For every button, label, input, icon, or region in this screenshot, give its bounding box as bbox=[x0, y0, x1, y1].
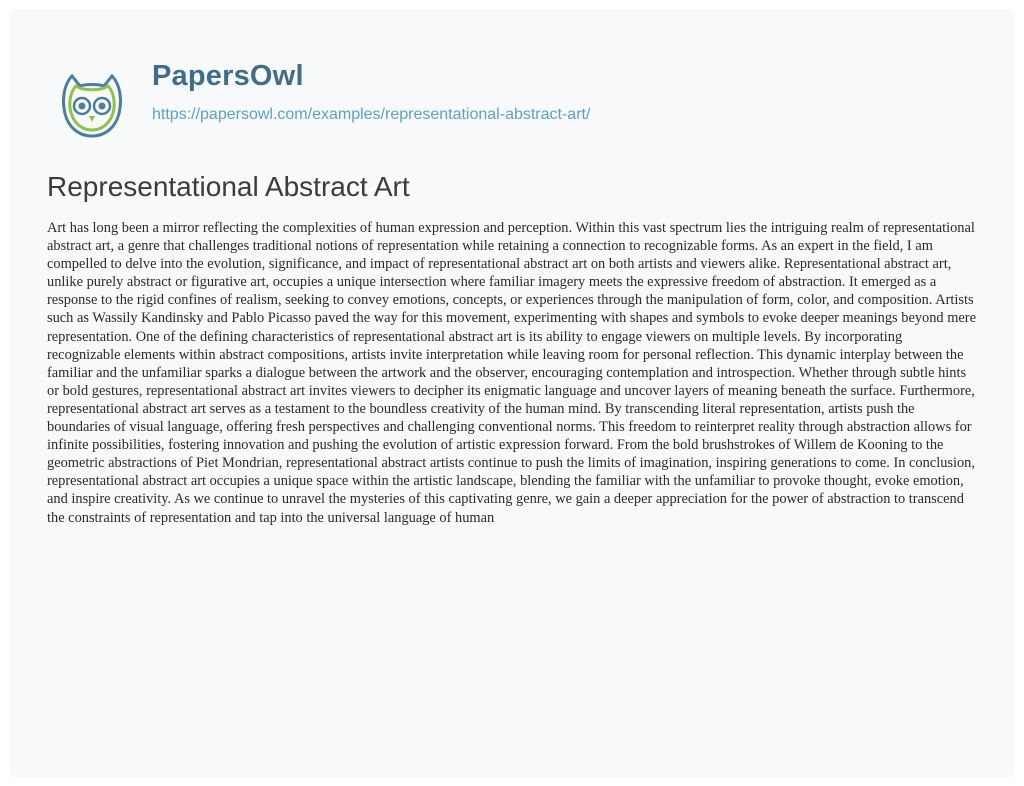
owl-logo-icon bbox=[50, 68, 135, 140]
brand-name[interactable]: PapersOwl bbox=[152, 60, 304, 92]
article-body: Art has long been a mirror reflecting the complexities of human expression and perception. Within this vast spectrum lies the intriguing realm of representational abstract art, a genre that challenges traditional notions of representation while retaining a connection to recognizable forms. As an expert in the field, I am compelled to delve into the evolution, significance, and impact of representational abstract art on both artists and viewers alike. Representational abstract art, unlike purely abstract or figurative art, occupies a unique intersection where familiar imagery meets the expressive freedom of abstraction. It emerged as a response to the rigid confines of realism, seeking to convey emotions, concepts, or experiences through the manipulation of form, color, and composition. Artists such as Wassily Kandinsky and Pablo Picasso paved the way for this movement, experimenting with shapes and symbols to evoke deeper meanings beyond mere representation. One of the defining characteristics of representational abstract art is its ability to engage viewers on multiple levels. By incorporating recognizable elements within abstract compositions, artists invite interpretation while leaving room for personal reflection. This dynamic interplay between the familiar and the unfamiliar sparks a dialogue between the artwork and the observer, encouraging contemplation and introspection. Whether through subtle hints or bold gestures, representational abstract art invites viewers to decipher its enigmatic language and uncover layers of meaning beneath the surface. Furthermore, representational abstract art serves as a testament to the boundless creativity of the human mind. By transcending literal representation, artists push the boundaries of visual language, offering fresh perspectives and challenging conventional norms. This freedom to reinterpret reality through abstraction allows for infinite possibilities, fostering innovation and pushing the evolution of artistic expression forward. From the bold brushstrokes of Willem de Kooning to the geometric abstractions of Piet Mondrian, representational abstract artists continue to push the limits of imagination, inspiring generations to come. In conclusion, representational abstract art occupies a unique space within the artistic landscape, blending the familiar with the unfamiliar to provoke thought, evoke emotion, and inspire creativity. As we continue to unravel the mysteries of this captivating genre, we gain a deeper appreciation for the power of abstraction to transcend the constraints of representation and tap into the universal language of human bbox=[47, 220, 976, 526]
page-title: Representational Abstract Art bbox=[47, 171, 410, 202]
source-url[interactable]: https://papersowl.com/examples/representational-abstract-art/ bbox=[152, 106, 591, 123]
